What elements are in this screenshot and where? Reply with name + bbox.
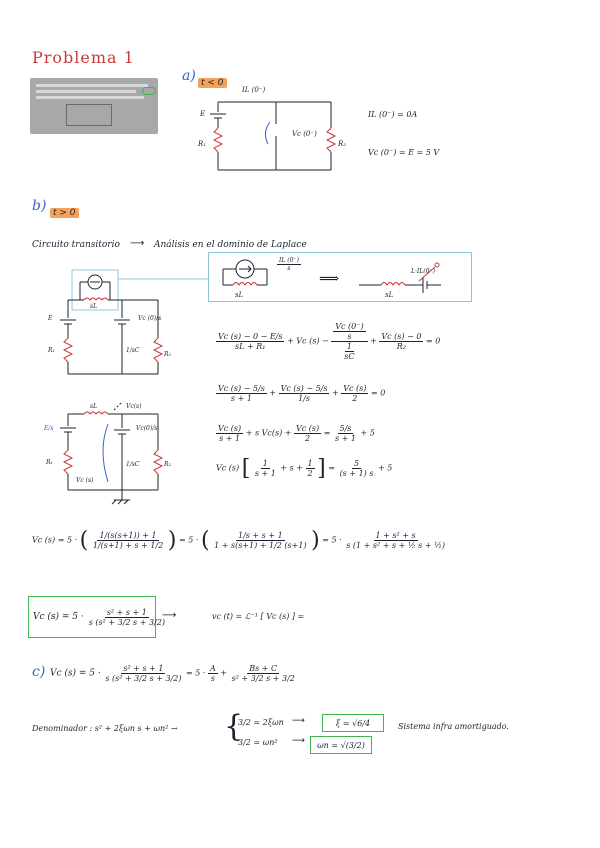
equation-4: Vc (s) [ $\frac{1}{s + 1}$ + s + $\frac{1}{2}$ ] = $\frac{5}{(s + 1) s}$ + 5: [216, 456, 393, 481]
section-a-condition: t < 0: [198, 78, 227, 88]
circuit-a-diagram: [196, 84, 366, 180]
circuit-a-r2-label: R₂: [338, 140, 347, 148]
circuit-c-one-sc: 1/sC: [126, 461, 140, 468]
problem-photo: [30, 78, 158, 134]
circuit-b-e: E: [48, 315, 53, 322]
den-line-1: 3/2 = 2ξωn: [238, 718, 284, 727]
result-vc: Vc (0⁻) = E = 5 V: [368, 148, 440, 157]
laplace-sl-left: sL: [235, 291, 244, 299]
section-b-condition: t > 0: [50, 208, 79, 218]
circuit-c-r2: R₂: [164, 461, 171, 468]
equation-c: Vc (s) = 5 · $\frac{\text{s² + s + 1}}{\text{s (s² + 3/2 s + 3/2)}}$ = 5 · $\frac{A}{s}$ + $\frac{Bs + C}{\text{s² + 3/2 s + 3/2}}$: [50, 664, 295, 683]
circuit-c-vc-bottom: Vc (s): [76, 477, 94, 484]
laplace-source-label: L·IL(0⁻): [411, 268, 435, 275]
laplace-equivalence-box: [208, 252, 472, 302]
result-il: IL (0⁻) = 0A: [368, 110, 418, 119]
page-title: Problema 1: [32, 48, 135, 67]
inverse-laplace: vc (t) = ℒ⁻¹ [ Vc (s) ] =: [212, 612, 305, 621]
circuit-c-e: E/s: [44, 425, 54, 432]
denominator-label: Denominador : s² + 2ξωn s + ωn² →: [32, 724, 178, 733]
circuit-b-one-sc: 1/sC: [126, 347, 140, 354]
implies-icon: ⟹: [319, 271, 340, 287]
circuit-c-vcs: Vc(0)/s: [136, 425, 158, 432]
arrow-icon: ⟶: [292, 736, 305, 746]
circuit-c-r1: R₁: [46, 459, 53, 466]
boxed-result: Vc (s) = 5 · $\frac{\text{s² + s + 1}}{\text{s (s² + 3/2 s + 3/2)}}$: [28, 596, 156, 638]
wn-box: ωn = √(3/2): [310, 736, 372, 754]
transitorio-label: Circuito transitorio: [32, 240, 120, 250]
laplace-analysis-label: Análisis en el dominio de Laplace: [154, 240, 307, 250]
conclusion: Sistema infra amortiguado.: [398, 722, 509, 731]
circuit-a-r1-label: R₁: [198, 140, 207, 148]
laplace-sl-right: sL: [385, 291, 394, 299]
section-c-label: c): [32, 664, 46, 680]
equation-5: Vc (s) = 5 · ( $\frac{1/(s(s+1)) + 1}{1/(s+1) + s + 1/2}$ ) = 5 · ( $\frac{1/s + s + 1}{1 + s(s+1) + 1/2 (s+1)}$ ) = 5 · $\frac{\text{1 + s² + s}}{\text{s (1 + s² + s + ½ s + ½)}}$: [32, 528, 445, 553]
circuit-c-sl: sL: [90, 403, 98, 410]
circuit-b-sl: sL: [90, 303, 98, 310]
arrow-icon: ⟶: [162, 610, 177, 621]
laplace-il-fraction: $\frac{IL (0^-)}{s}$: [279, 257, 299, 272]
laplace-equivalence-diagram: [209, 253, 471, 301]
circuit-b-r2: R₂: [164, 351, 171, 358]
arrow-icon: ⟶: [130, 238, 145, 249]
equation-3: $\frac{Vc (s)}{s + 1}$ + s Vc(s) + $\frac{Vc (s)}{2}$ = $\frac{5/s}{s + 1}$ + 5: [218, 424, 375, 443]
section-b-label: b): [32, 198, 47, 214]
brace-icon: {: [224, 709, 244, 744]
equation-1: $\frac{Vc (s) - 0 - E/s}{\text{sL + R₁}}$ + Vc (s) − $\frac{\frac{Vc (0^-)}{s}}{\frac{1}{sC}}$ + $\frac{Vc (s) - 0}{\text{R₂}}$ = 0: [218, 322, 441, 361]
circuit-b-r1: R₁: [48, 347, 55, 354]
circuit-b-vcs: Vc (0)/s: [138, 315, 162, 322]
circuit-a-e-label: E: [200, 110, 206, 118]
circuit-b-diagram: [42, 268, 172, 378]
arrow-icon: ⟶: [292, 716, 305, 726]
equation-2: $\frac{Vc (s) - 5/s}{s + 1}$ + $\frac{Vc (s) - 5/s}{1/s}$ + $\frac{Vc (s)}{2}$ = 0: [218, 384, 386, 403]
section-a-label: a): [182, 68, 196, 84]
circuit-a-il-label: IL (0⁻): [242, 86, 266, 94]
den-line-2: 3/2 = ωn²: [238, 738, 278, 747]
circuit-c-vc: Vc(s): [126, 403, 142, 410]
circuit-c-diagram: [42, 400, 172, 510]
xi-box: ξ = √6/4: [322, 714, 384, 732]
circuit-a-vc-label: Vc (0⁻): [292, 130, 317, 138]
